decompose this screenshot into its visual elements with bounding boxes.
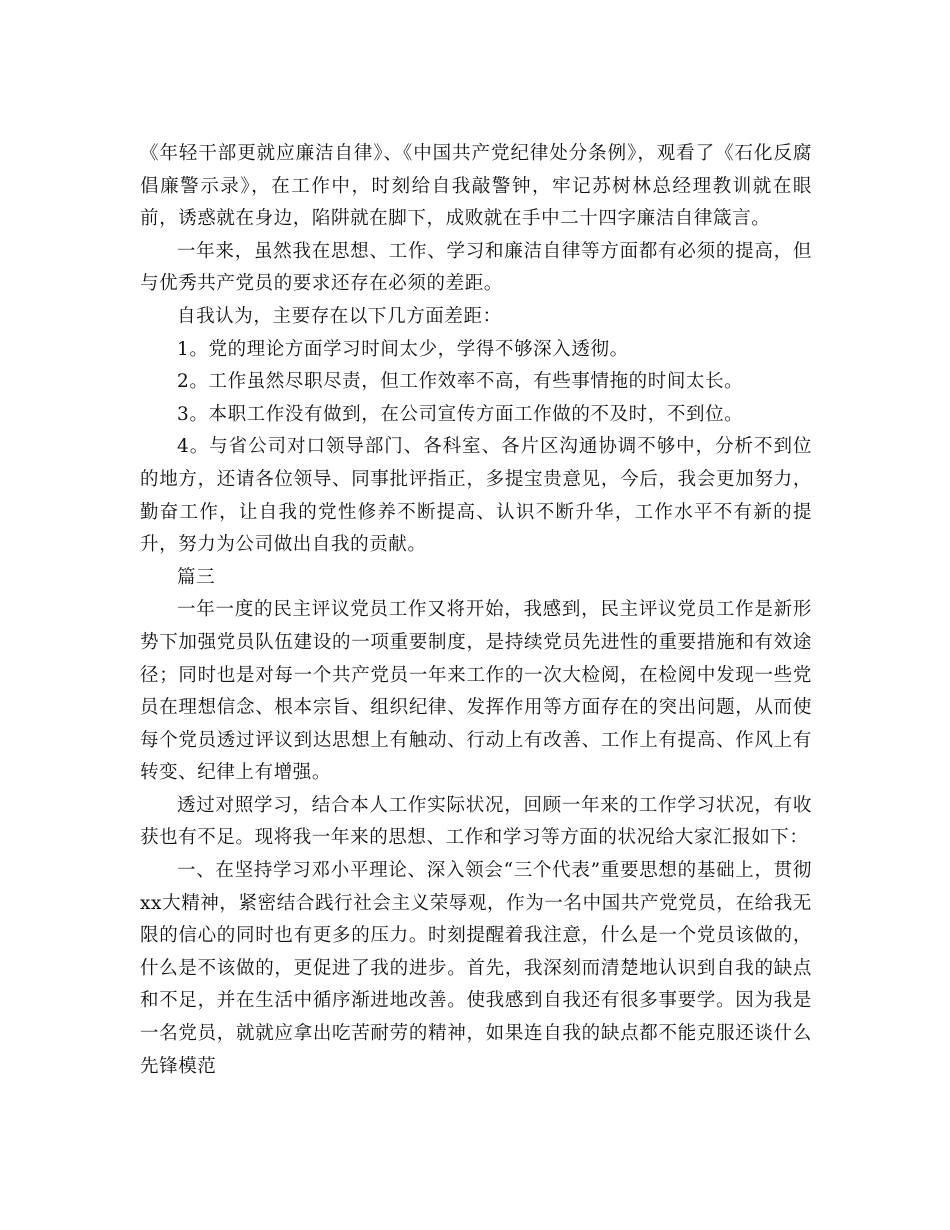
document-body — [140, 138, 812, 1083]
paragraph-review: 透过对照学习，结合本人工作实际状况，回顾一年来的工作学习状况，有收获也有不足。现将我一年来的思想、工作和学习等方面的状况给大家汇报如下： — [140, 794, 812, 849]
section-heading: 篇三 — [177, 566, 216, 588]
paragraph-evaluation: 一年一度的民主评议党员工作又将开始，我感到，民主评议党员工作是新形势下加强党员队伍建设的一项重要制度，是持续党员先进性的重要措施和有效途径；同时也是对每一个共产党员一年来工作的一次大检阅，在检阅中发现一些党员在理想信念、根本宗旨、组织纪律、发挥作用等方面存在的突出问题，从而使每个党员透过评议到达思想上有触动、行动上有改善、工作上有提高、作风上有转变、纪律上有增强。 — [140, 599, 812, 784]
paragraph-continued: 《年轻干部更就应廉洁自律》、《中国共产党纪律处分条例》，观看了《石化反腐倡廉警示录》，在工作中，时刻给自我敲警钟，牢记苏树林总经理教训就在眼前，诱惑就在身边，陷阱就在脚下，成败就在手中二十四字廉洁自律箴言。 — [140, 143, 812, 230]
list-item-4: 4。与省公司对口领导部门、各科室、各片区沟通协调不够中，分析不到位的地方，还请各位领导、同事批评指正，多提宝贵意见，今后，我会更加努力，勤奋工作，让自我的党性修养不断提高、认识不断升华，工作水平不有新的提升，努力为公司做出自我的贡献。 — [140, 436, 812, 556]
list-item-1: 1。党的理论方面学习时间太少，学得不够深入透彻。 — [177, 338, 629, 360]
list-item-3: 3。本职工作没有做到，在公司宣传方面工作做的不及时，不到位。 — [177, 403, 744, 425]
list-item-2: 2。工作虽然尽职尽责，但工作效率不高，有些事情拖的时间太长。 — [177, 371, 744, 393]
paragraph-shortcoming-intro: 一年来，虽然我在思想、工作、学习和廉洁自律等方面都有必须的提高，但与优秀共产党员的要求还存在必须的差距。 — [140, 240, 812, 295]
paragraph-gaps-heading: 自我认为，主要存在以下几方面差距： — [177, 305, 502, 327]
paragraph-theory-study: 一、在坚持学习邓小平理论、深入领会“三个代表”重要思想的基础上，贯彻xx大精神，紧密结合践行社会主义荣辱观，作为一名中国共产党党员，在给我无限的信心的同时也有更多的压力。时刻提醒着我注意，什么是一个党员该做的，什么是不该做的，更促进了我的进步。首先，我深刻而清楚地认识到自我的缺点和不足，并在生活中循序渐进地改善。使我感到自我还有很多事要学。因为我是一名党员，就就应拿出吃苦耐劳的精神，如果连自我的缺点都不能克服还谈什么先锋模范 — [140, 860, 812, 1077]
